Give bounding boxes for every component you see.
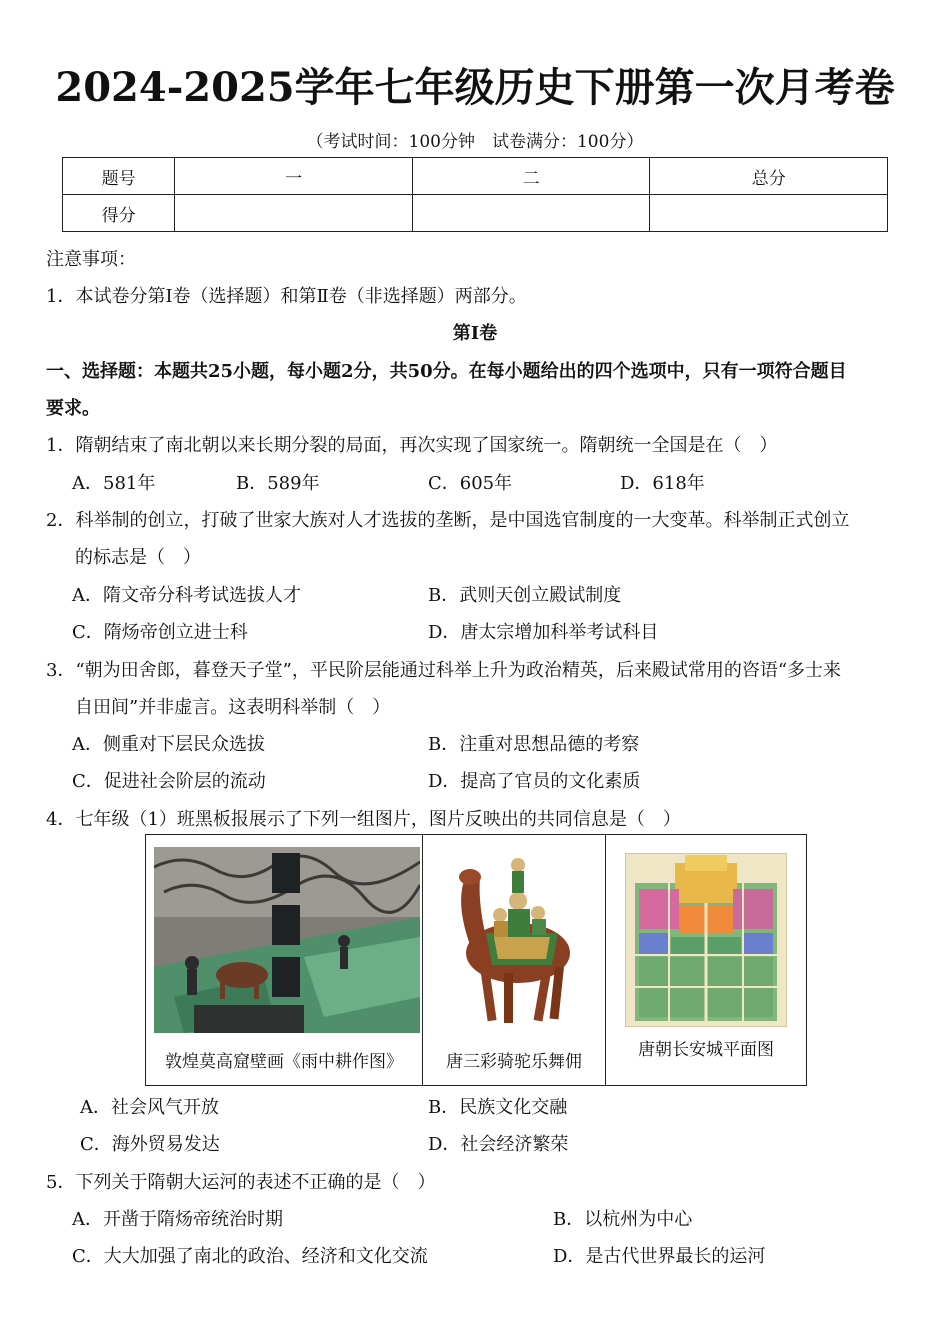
question-1-option-a: A．581年 [72,473,156,494]
score-header-cell: 二 [412,158,650,195]
question-3-option-b: B．注重对思想品德的考察 [428,734,640,755]
question-4-text: 4．七年级（1）班黑板报展示了下列一组图片，图片反映出的共同信息是（ ） [46,809,681,830]
question-3-text-cont: 自田间”并非虚言。这表明科举制（ ） [75,697,391,718]
question-5-option-b: B．以杭州为中心 [553,1209,693,1230]
question-1-option-b: B．589年 [236,473,320,494]
score-table [62,157,888,232]
camel-figurine-image [434,845,594,1035]
part-title: 第Ⅰ卷 [452,323,498,344]
camel-image-cell [423,835,606,1085]
changan-image-cell [606,835,806,1085]
question-4-option-c: C．海外贸易发达 [80,1134,220,1155]
question-4-option-a: A．社会风气开放 [80,1097,219,1118]
note-1: 1．本试卷分第Ⅰ卷（选择题）和第Ⅱ卷（非选择题）两部分。 [46,286,527,307]
question-1-option-c: C．605年 [428,473,513,494]
score-table-header-row [63,158,888,195]
question-3-option-d: D．提高了官员的文化素质 [428,771,641,792]
section-1-instructions-cont: 要求。 [46,398,100,419]
question-5-option-d: D．是古代世界最长的运河 [553,1246,766,1267]
question-5-option-a: A．开凿于隋炀帝统治时期 [72,1209,283,1230]
score-blank-cell [650,195,888,232]
question-3-option-a: A．侧重对下层民众选拔 [72,734,265,755]
notes-heading: 注意事项： [46,249,136,270]
question-2-text-cont: 的标志是（ ） [75,547,201,568]
question-3-text: 3．“朝为田舍郎，暮登天子堂”，平民阶层能通过科举上升为政治精英，后来殿试常用的咨语“多士来 [46,660,842,681]
question-4-image-grid [145,834,807,1086]
score-blank-cell [175,195,413,232]
changan-caption: 唐朝长安城平面图 [638,1040,774,1060]
score-header-cell: 题号 [63,158,175,195]
exam-subtitle: （考试时间：100分钟 试卷满分：100分） [306,132,644,152]
camel-caption: 唐三彩骑驼乐舞佣 [446,1052,582,1072]
question-2-option-c: C．隋炀帝创立进士科 [72,622,248,643]
exam-title: 2024-2025学年七年级历史下册第一次月考卷 [55,64,895,111]
question-5-text: 5．下列关于隋朝大运河的表述不正确的是（ ） [46,1172,436,1193]
question-2-option-a: A．隋文帝分科考试选拔人才 [72,585,301,606]
question-5-option-c: C．大大加强了南北的政治、经济和文化交流 [72,1246,428,1267]
score-blank-cell [412,195,650,232]
question-4-option-d: D．社会经济繁荣 [428,1134,569,1155]
question-2-option-b: B．武则天创立殿试制度 [428,585,622,606]
changan-plan-image [625,853,787,1027]
score-table-score-row [63,195,888,232]
question-1-option-d: D．618年 [620,473,705,494]
section-1-instructions: 一、选择题：本题共25小题，每小题2分，共50分。在每小题给出的四个选项中，只有一项符合题目 [46,361,847,382]
question-2-text: 2．科举制的创立，打破了世家大族对人才选拔的垄断，是中国选官制度的一大变革。科举制正式创立 [46,510,850,531]
mural-image [154,847,420,1033]
question-3-option-c: C．促进社会阶层的流动 [72,771,266,792]
score-header-cell: 一 [175,158,413,195]
score-header-cell: 总分 [650,158,888,195]
question-2-option-d: D．唐太宗增加科举考试科目 [428,622,659,643]
question-4-option-b: B．民族文化交融 [428,1097,568,1118]
score-row-label: 得分 [63,195,175,232]
question-1-text: 1．隋朝结束了南北朝以来长期分裂的局面，再次实现了国家统一。隋朝统一全国是在（ ） [46,435,778,456]
mural-caption: 敦煌莫高窟壁画《雨中耕作图》 [165,1052,403,1072]
mural-image-cell [146,835,423,1085]
